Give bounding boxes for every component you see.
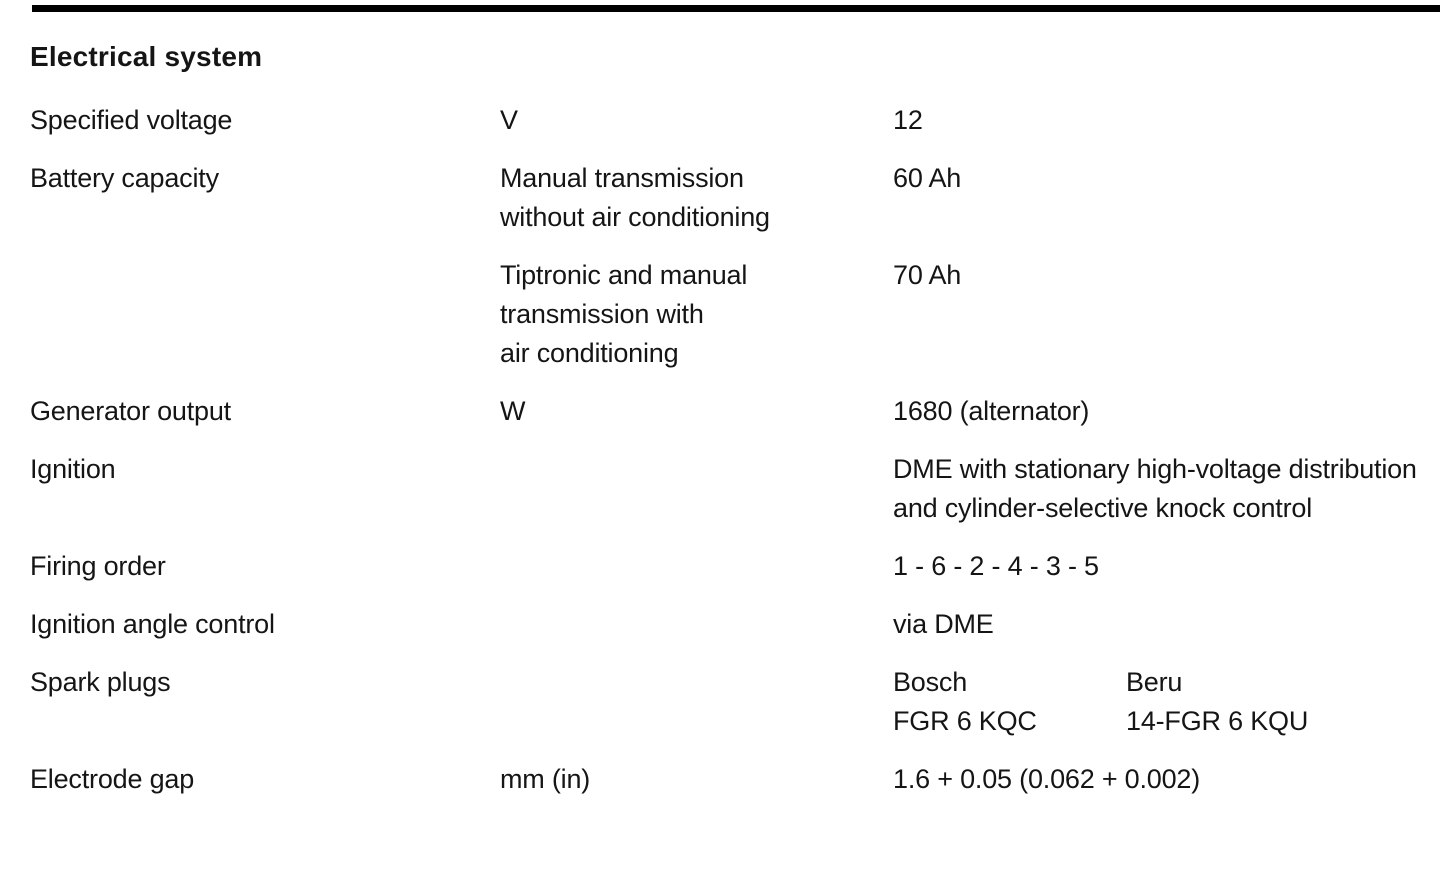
spec-unit-line: transmission with (500, 299, 704, 329)
spark-plug-model: 14-FGR 6 KQU (1126, 706, 1309, 736)
spec-value: via DME (893, 609, 994, 639)
spec-unit (500, 663, 893, 741)
spec-value: 1.6 + 0.05 (0.062 + 0.002) (893, 764, 1201, 794)
spec-value-line: DME with stationary high-voltage distribution (893, 454, 1417, 484)
spec-unit: V (500, 105, 518, 135)
spec-unit-line: Manual transmission (500, 163, 744, 193)
spec-value: 12 (893, 105, 923, 135)
spec-value: 1680 (alternator) (893, 396, 1090, 426)
spec-row-electrode-gap (30, 760, 1440, 799)
spec-unit (500, 547, 893, 586)
spec-label: Specified voltage (30, 105, 233, 135)
spec-unit-line: Tiptronic and manual (500, 260, 748, 290)
spec-label: Spark plugs (30, 667, 171, 697)
spec-value: 1 - 6 - 2 - 4 - 3 - 5 (893, 551, 1099, 581)
page-top-rule (32, 5, 1440, 12)
spec-label: Ignition (30, 454, 116, 484)
spec-label: Electrode gap (30, 764, 195, 794)
spec-label: Generator output (30, 396, 231, 426)
spec-unit: W (500, 396, 526, 426)
spec-row-battery-capacity-tiptronic (30, 256, 1440, 373)
spec-row-specified-voltage (30, 101, 1440, 140)
spec-value (893, 663, 1440, 741)
spark-plug-brand: Beru (1126, 667, 1183, 697)
spec-label: Battery capacity (30, 163, 219, 193)
spec-label: Ignition angle control (30, 609, 275, 639)
spec-label: Firing order (30, 551, 166, 581)
spec-value (893, 450, 1440, 528)
spec-row-generator-output (30, 392, 1440, 431)
spec-unit (500, 256, 893, 373)
spec-row-firing-order (30, 547, 1440, 586)
spec-row-spark-plugs (30, 663, 1440, 741)
spec-value: 60 Ah (893, 163, 962, 193)
spec-row-ignition-angle-control (30, 605, 1440, 644)
spec-row-ignition (30, 450, 1440, 528)
spec-value: 70 Ah (893, 260, 962, 290)
spark-plug-models (893, 702, 1440, 741)
spec-unit (500, 450, 893, 528)
spec-row-battery-capacity (30, 159, 1440, 237)
spec-unit (500, 605, 893, 644)
spark-plug-brands (893, 663, 1440, 702)
spec-unit-line: air conditioning (500, 338, 679, 368)
spec-unit: mm (in) (500, 764, 591, 794)
spark-plug-brand: Bosch (893, 667, 968, 697)
page-title: Electrical system (30, 41, 263, 72)
spec-label (30, 256, 500, 373)
spark-plug-model: FGR 6 KQC (893, 706, 1037, 736)
spec-unit-line: without air conditioning (500, 202, 770, 232)
spec-value-line: and cylinder-selective knock control (893, 493, 1312, 523)
spec-unit (500, 159, 893, 237)
